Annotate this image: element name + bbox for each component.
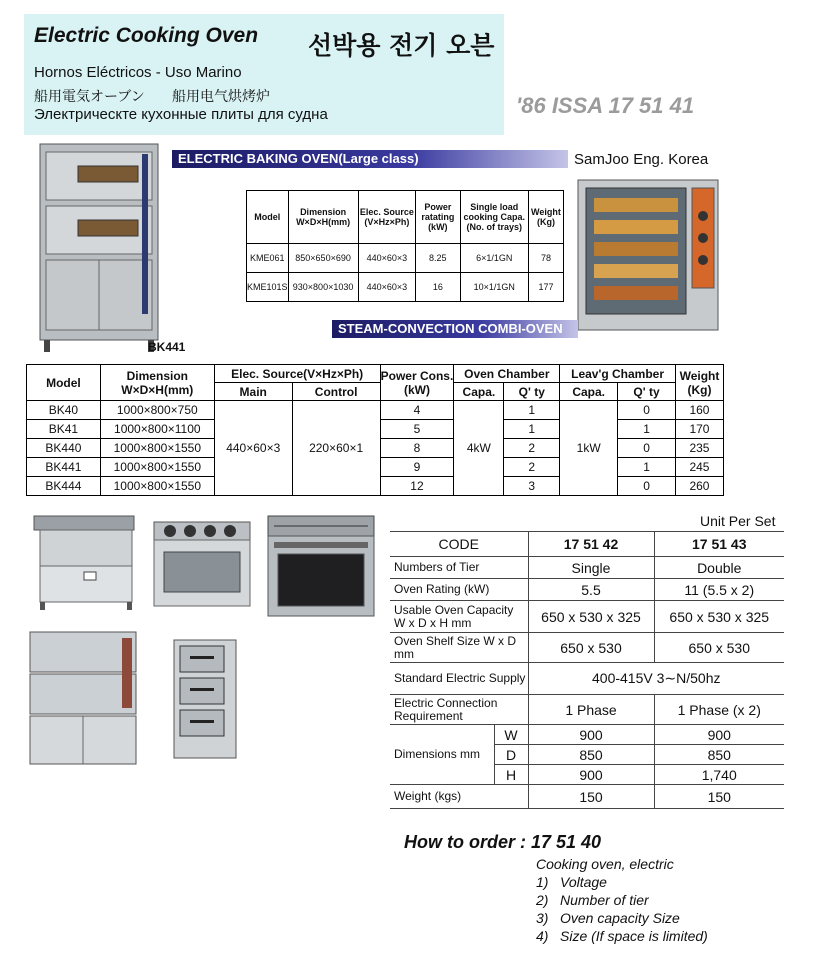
- header-elec-source: Elec. Source(V×Hz×Ph): [214, 365, 380, 383]
- table-row: [390, 663, 784, 695]
- row-value: 650 x 530: [654, 633, 784, 663]
- row-value: 1 Phase (x 2): [654, 695, 784, 725]
- subtitle-spanish: Hornos Eléctricos - Uso Marino: [34, 64, 242, 81]
- row-value: Double: [654, 557, 784, 579]
- table-row: [390, 601, 784, 633]
- row-value: 1,740: [654, 765, 784, 785]
- step-number: 4): [536, 928, 549, 944]
- header-oven-qty: Q' ty: [504, 383, 560, 401]
- row-label: Oven Rating (kW): [390, 579, 528, 601]
- cell-model: BK444: [27, 477, 101, 496]
- combi-oven-image: [576, 176, 722, 338]
- step-number: 2): [536, 892, 549, 908]
- section-banner-steam: STEAM-CONVECTION COMBI-OVEN: [332, 320, 578, 338]
- manufacturer-label: SamJoo Eng. Korea: [574, 151, 709, 168]
- cell-power: 9: [380, 458, 454, 477]
- kme-spec-table: [246, 190, 564, 302]
- step-number: 1): [536, 874, 549, 890]
- table-header-row: [27, 365, 724, 383]
- table-cell: KME101S: [247, 273, 289, 302]
- row-value: Single: [528, 557, 654, 579]
- table-cell: KME061: [247, 244, 289, 273]
- cell-leav-qty: 0: [618, 401, 676, 420]
- cell-leav-qty: 1: [618, 458, 676, 477]
- table-header-row: [247, 191, 564, 244]
- row-value: 150: [528, 785, 654, 809]
- row-value: 1 Phase: [528, 695, 654, 725]
- cell-control: 220×60×1: [292, 401, 380, 496]
- stacked-oven-image: [170, 636, 240, 762]
- cell-weight: 245: [675, 458, 723, 477]
- table-header-row: [390, 532, 784, 557]
- bakery-oven-image: [26, 628, 142, 770]
- unit-note: Unit Per Set: [700, 513, 776, 529]
- cell-oven-qty: 1: [504, 420, 560, 439]
- table-row: [390, 695, 784, 725]
- row-value: 850: [528, 745, 654, 765]
- subtitle-chinese: 船用电气烘烤炉: [172, 89, 270, 105]
- dimensions-label: Dimensions mm: [390, 725, 494, 785]
- table-header-cell: Dimension W×D×H(mm): [288, 191, 358, 244]
- cell-power: 4: [380, 401, 454, 420]
- bk-spec-table: [26, 364, 724, 496]
- how-to-order-title: How to order : 17 51 40: [404, 832, 602, 852]
- cell-weight: 160: [675, 401, 723, 420]
- code-value: 17 51 43: [654, 532, 784, 557]
- subtitle-japanese: 船用電気オーブン: [34, 89, 145, 105]
- table-cell: 78: [528, 244, 563, 273]
- page-title: Electric Cooking Oven: [34, 24, 259, 47]
- header-oven-chamber: Oven Chamber: [454, 365, 560, 383]
- row-value: 650 x 530 x 325: [654, 601, 784, 633]
- cell-dimension: 1000×800×1550: [100, 439, 214, 458]
- table-row: [390, 633, 784, 663]
- header-power: Power Cons.(kW): [380, 365, 454, 401]
- table-row: [390, 579, 784, 601]
- step-text: Number of tier: [560, 892, 649, 908]
- image-caption: BK441: [148, 340, 186, 354]
- header-main: Main: [214, 383, 292, 401]
- cell-dimension: 1000×800×750: [100, 401, 214, 420]
- step-text: Oven capacity Size: [560, 910, 680, 926]
- table-row: [27, 401, 724, 420]
- cell-leav-qty: 0: [618, 477, 676, 496]
- cell-dimension: 1000×800×1100: [100, 420, 214, 439]
- cell-model: BK40: [27, 401, 101, 420]
- cell-weight: 235: [675, 439, 723, 458]
- oven-range-image: [264, 512, 378, 620]
- table-cell: 10×1/1GN: [460, 273, 528, 302]
- table-row: [247, 244, 564, 273]
- row-label: Weight (kgs): [390, 785, 528, 809]
- dimension-axis: D: [494, 745, 528, 765]
- step-text: Size (If space is limited): [560, 928, 708, 944]
- row-value: 400-415V 3∼N/50hz: [528, 663, 784, 695]
- cell-main: 440×60×3: [214, 401, 292, 496]
- cell-weight: 170: [675, 420, 723, 439]
- table-cell: 930×800×1030: [288, 273, 358, 302]
- cell-oven-qty: 3: [504, 477, 560, 496]
- row-value: 900: [528, 765, 654, 785]
- cell-weight: 260: [675, 477, 723, 496]
- code-label: CODE: [390, 532, 528, 557]
- table-row: [390, 725, 784, 745]
- page-title-korean: 선박용 전기 오븐: [308, 31, 495, 60]
- table-header-cell: Weight (Kg): [528, 191, 563, 244]
- order-description: Cooking oven, electric: [536, 856, 674, 872]
- header-leav-capa: Capa.: [560, 383, 618, 401]
- baking-oven-image: [34, 140, 164, 352]
- row-value: 900: [654, 725, 784, 745]
- table-cell: 440×60×3: [358, 273, 415, 302]
- header-control: Control: [292, 383, 380, 401]
- step-text: Voltage: [560, 874, 607, 890]
- table-header-cell: Model: [247, 191, 289, 244]
- cell-power: 8: [380, 439, 454, 458]
- table-cell: 440×60×3: [358, 244, 415, 273]
- cell-power: 12: [380, 477, 454, 496]
- cell-oven-qty: 2: [504, 439, 560, 458]
- table-row: [390, 785, 784, 809]
- order-step: [536, 874, 607, 890]
- cell-oven-capa: 4kW: [454, 401, 504, 496]
- cell-power: 5: [380, 420, 454, 439]
- cell-dimension: 1000×800×1550: [100, 458, 214, 477]
- cell-model: BK41: [27, 420, 101, 439]
- table-cell: 6×1/1GN: [460, 244, 528, 273]
- row-value: 5.5: [528, 579, 654, 601]
- header-oven-capa: Capa.: [454, 383, 504, 401]
- cell-dimension: 1000×800×1550: [100, 477, 214, 496]
- row-value: 650 x 530: [528, 633, 654, 663]
- row-value: 11 (5.5 x 2): [654, 579, 784, 601]
- cell-leav-qty: 0: [618, 439, 676, 458]
- row-label: Numbers of Tier: [390, 557, 528, 579]
- row-label: Electric Connection Requirement: [390, 695, 528, 725]
- table-cell: 8.25: [416, 244, 460, 273]
- cell-model: BK441: [27, 458, 101, 477]
- row-value: 150: [654, 785, 784, 809]
- dimension-axis: H: [494, 765, 528, 785]
- table-header-cell: Elec. Source (V×Hz×Ph): [358, 191, 415, 244]
- cell-leav-qty: 1: [618, 420, 676, 439]
- table-cell: 16: [416, 273, 460, 302]
- order-step: [536, 928, 708, 944]
- header-weight: Weight (Kg): [675, 365, 723, 401]
- row-value: 850: [654, 745, 784, 765]
- order-step: [536, 892, 649, 908]
- table-cell: 850×650×690: [288, 244, 358, 273]
- code-value: 17 51 42: [528, 532, 654, 557]
- step-number: 3): [536, 910, 549, 926]
- subtitle-russian: Электрическте кухонные плиты для судна: [34, 106, 328, 123]
- header-leav-qty: Q' ty: [618, 383, 676, 401]
- header-leaving-chamber: Leav'g Chamber: [560, 365, 676, 383]
- header-model: Model: [27, 365, 101, 401]
- fryer-range-image: [28, 510, 138, 610]
- code-spec-table: [390, 531, 784, 809]
- row-label: Usable Oven Capacity W x D x H mm: [390, 601, 528, 633]
- row-value: 650 x 530 x 325: [528, 601, 654, 633]
- electric-range-image: [150, 518, 256, 612]
- cell-model: BK440: [27, 439, 101, 458]
- row-label: Standard Electric Supply: [390, 663, 528, 695]
- table-row: [247, 273, 564, 302]
- row-label: Oven Shelf Size W x D mm: [390, 633, 528, 663]
- issa-code: '86 ISSA 17 51 41: [516, 93, 695, 118]
- table-row: [390, 557, 784, 579]
- cell-leav-capa: 1kW: [560, 401, 618, 496]
- table-header-cell: Power ratating (kW): [416, 191, 460, 244]
- cell-oven-qty: 1: [504, 401, 560, 420]
- table-cell: 177: [528, 273, 563, 302]
- order-step: [536, 910, 680, 926]
- row-value: 900: [528, 725, 654, 745]
- table-header-cell: Single load cooking Capa. (No. of trays): [460, 191, 528, 244]
- header-dimension: Dimension W×D×H(mm): [100, 365, 214, 401]
- section-banner-baking: ELECTRIC BAKING OVEN(Large class): [172, 150, 568, 168]
- dimension-axis: W: [494, 725, 528, 745]
- cell-oven-qty: 2: [504, 458, 560, 477]
